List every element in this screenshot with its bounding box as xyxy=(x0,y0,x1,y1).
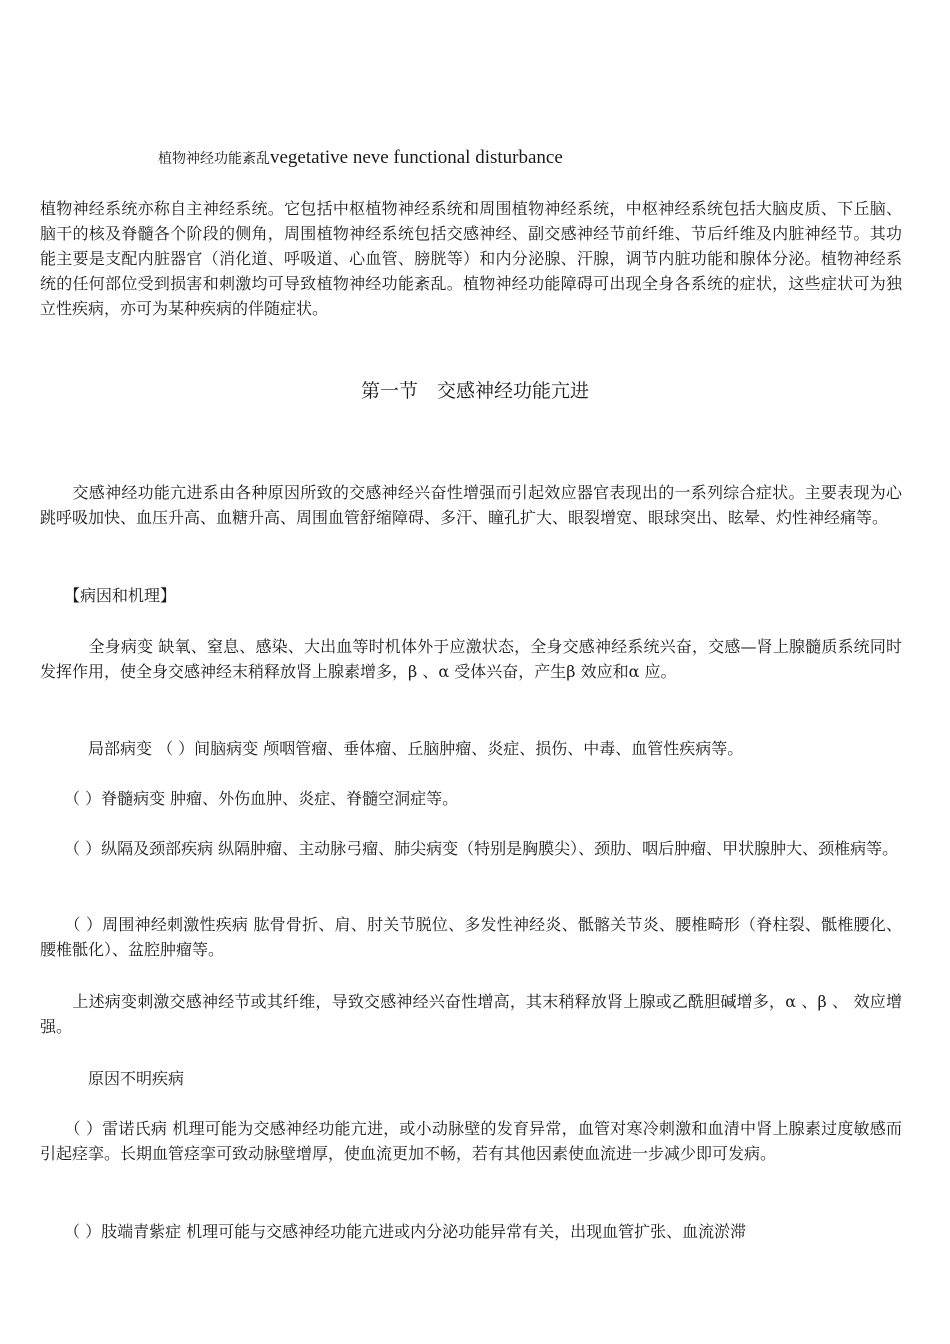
section-heading: 第一节 交感神经功能亢进 xyxy=(360,380,589,402)
title-english: vegetative neve functional disturbance xyxy=(270,147,563,168)
document-title xyxy=(158,146,563,171)
peripheral-nerve-paragraph: （ ）周围神经刺激性疾病 肱骨骨折、肩、肘关节脱位、多发性神经炎、骶髂关节炎、腰椎畸形（脊柱裂、骶椎腰化、腰椎骶化）、盆腔肿瘤等。 xyxy=(40,915,902,959)
etiology-heading: 【病因和机理】 xyxy=(40,586,177,605)
intro-paragraph: 植物神经系统亦称自主神经系统。它包括中枢植物神经系统和周围植物神经系统，中枢神经系统包括大脑皮质、下丘脑、脑干的核及脊髓各个阶段的侧角，周围植物神经系统包括交感神经、副交感神经节前纤维、节后纤维及内脏神经节。其功能主要是支配内脏器官（消化道、呼吸道、心血管、膀胱等）和内分泌腺、汗腺，调节内脏功能和腺体分泌。植物神经系统的任何部位受到损害和刺激均可导致植物神经功能紊乱。植物神经功能障碍可出现全身各系统的症状，这些症状可为独立性疾病，亦可为某种疾病的伴随症状。 xyxy=(40,199,902,318)
unknown-cause-heading: 原因不明疾病 xyxy=(40,1069,185,1088)
systemic-lesion-paragraph: 全身病变 缺氧、窒息、感染、大出血等时机体外于应激状态，全身交感神经系统兴奋，交感—肾上腺髓质系统同时发挥作用，使全身交感神经末稍释放肾上腺素增多，β 、α 受体兴奋，产生β 效应和α 应。 xyxy=(40,637,902,681)
summary-paragraph: 上述病变刺激交感神经节或其纤维，导致交感神经兴奋性增高，其末稍释放肾上腺或乙酰胆碱增多，α 、β 、 效应增强。 xyxy=(40,992,902,1036)
mediastinal-disease-paragraph: （ ）纵隔及颈部疾病 纵隔肿瘤、主动脉弓瘤、肺尖病变（特别是胸膜尖）、颈肋、咽后肿瘤、甲状腺肿大、颈椎病等。 xyxy=(40,839,899,858)
spinal-lesion-paragraph: （ ）脊髓病变 肿瘤、外伤血肿、炎症、脊髓空洞症等。 xyxy=(40,789,459,808)
acrocyanosis-paragraph: （ ）肢端青紫症 机理可能与交感神经功能亢进或内分泌功能异常有关，出现血管扩张、血流淤滞 xyxy=(40,1222,747,1241)
definition-paragraph: 交感神经功能亢进系由各种原因所致的交感神经兴奋性增强而引起效应器官表现出的一系列综合症状。主要表现为心跳呼吸加快、血压升高、血糖升高、周围血管舒缩障碍、多汗、瞳孔扩大、眼裂增宽、眼球突出、眩晕、灼性神经痛等。 xyxy=(40,483,902,527)
title-chinese: 植物神经功能紊乱 xyxy=(158,151,270,167)
local-lesion-paragraph: 局部病变 （ ）间脑病变 颅咽管瘤、垂体瘤、丘脑肿瘤、炎症、损伤、中毒、血管性疾病等。 xyxy=(40,739,744,758)
raynaud-paragraph: （ ）雷诺氏病 机理可能为交感神经功能亢进，或小动脉壁的发育异常，血管对寒冷刺激和血清中肾上腺素过度敏感而引起痉挛。长期血管痉挛可致动脉壁增厚，使血流更加不畅，若有其他因素使血流进一步减少即可发病。 xyxy=(40,1119,902,1163)
